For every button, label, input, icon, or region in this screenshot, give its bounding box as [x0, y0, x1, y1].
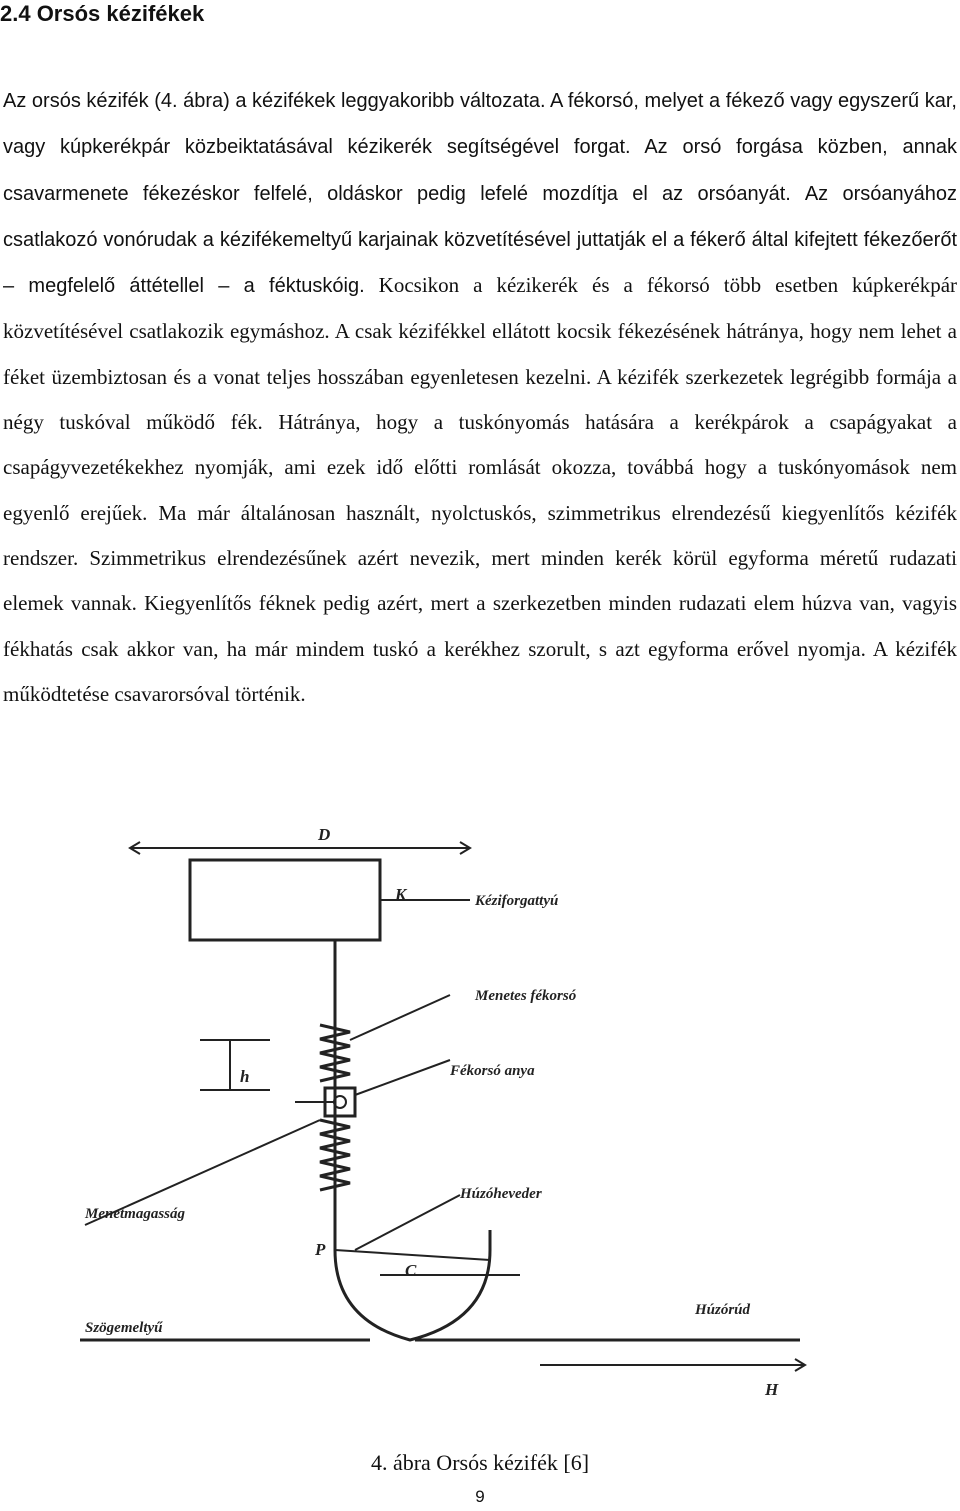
label-szogemeltyu: Szögemeltyű	[85, 1320, 163, 1336]
paragraph-sentence-1: Az orsós kézifék (4. ábra) a kézifékek leggyakoribb változata. A fékorsó, melyet a fékező vagy egyszerű kar, vagy kúpkerékpár közbeiktatásával kézikerék segítségével forgat. Az orsó forgása közben, annak csavarmenete fékezéskor felfelé, oldáskor pedig lefelé mozdítja el az orsóanyát.	[3, 90, 957, 205]
label-menetmagassag: Menetmagasság	[85, 1206, 186, 1222]
label-kezi: Kéziforgattyú	[475, 893, 559, 909]
label-p: P	[315, 1240, 326, 1259]
label-menetes: Menetes fékorsó	[475, 988, 577, 1004]
label-d: D	[318, 825, 331, 844]
section-heading: 2.4 Orsós kézifékek	[0, 1, 205, 26]
label-c: C	[405, 1261, 417, 1280]
page-number: 9	[475, 1487, 485, 1506]
label-huzorud: Húzórúd	[695, 1302, 751, 1318]
hand-brake-diagram	[70, 820, 890, 1420]
label-h-small: h	[240, 1067, 250, 1086]
label-anya: Fékorsó anya	[450, 1063, 535, 1079]
body-paragraph	[3, 78, 957, 717]
label-k: K	[395, 885, 407, 904]
label-huzoheveder: Húzóheveder	[460, 1186, 542, 1202]
paragraph-sentence-2: Az orsóanyához csatlakozó vonórudak a kézifékemeltyű karjainak közvetítésével juttatják el a fékerő által kifejtett fékezőerőt – megfelelő áttétellel – a féktuskóig.	[3, 182, 957, 298]
paragraph-sentence-3: Kocsikon a kézikerék és a fékorsó több esetben kúpkerékpár közvetítésével csatlakozik egymáshoz. A csak kézifékkel ellátott kocsik fékezésének hátránya, hogy nem lehet a féket üzembiztosan és a vonat teljes hosszában egyenletesen kezelni. A kézifék szerkezetek legrégibb formája a négy tuskóval működő fék. Hátránya, hogy a tuskónyomás hatására a kerékpárok a csapágyakat a csapágyvezetékekhez nyomják, ami ezek idő előtti romlását okozza, továbbá hogy a tuskónyomások nem egyenlő erejűek. Ma már általánosan használt, nyolctuskós, szimmetrikus elrendezésű kiegyenlítős kézifék rendszer. Szimmetrikus elrendezésűnek azért nevezik, mert minden kerék körül egyforma méretű rudazati elemek vannak. Kiegyenlítős féknek pedig azért, mert a szerkezetben minden rudazati elem húzva van, vagyis fékhatás csak akkor van, ha már mindem tuskó a kerékhez szorult, s azt egyforma erővel nyomja. A kézifék működtetése csavarorsóval történik.	[3, 273, 958, 706]
label-h-large: H	[765, 1380, 779, 1399]
handwheel-box	[190, 860, 380, 940]
diagram-svg	[70, 820, 890, 1420]
figure-caption: 4. ábra Orsós kézifék [6]	[370, 1450, 590, 1475]
